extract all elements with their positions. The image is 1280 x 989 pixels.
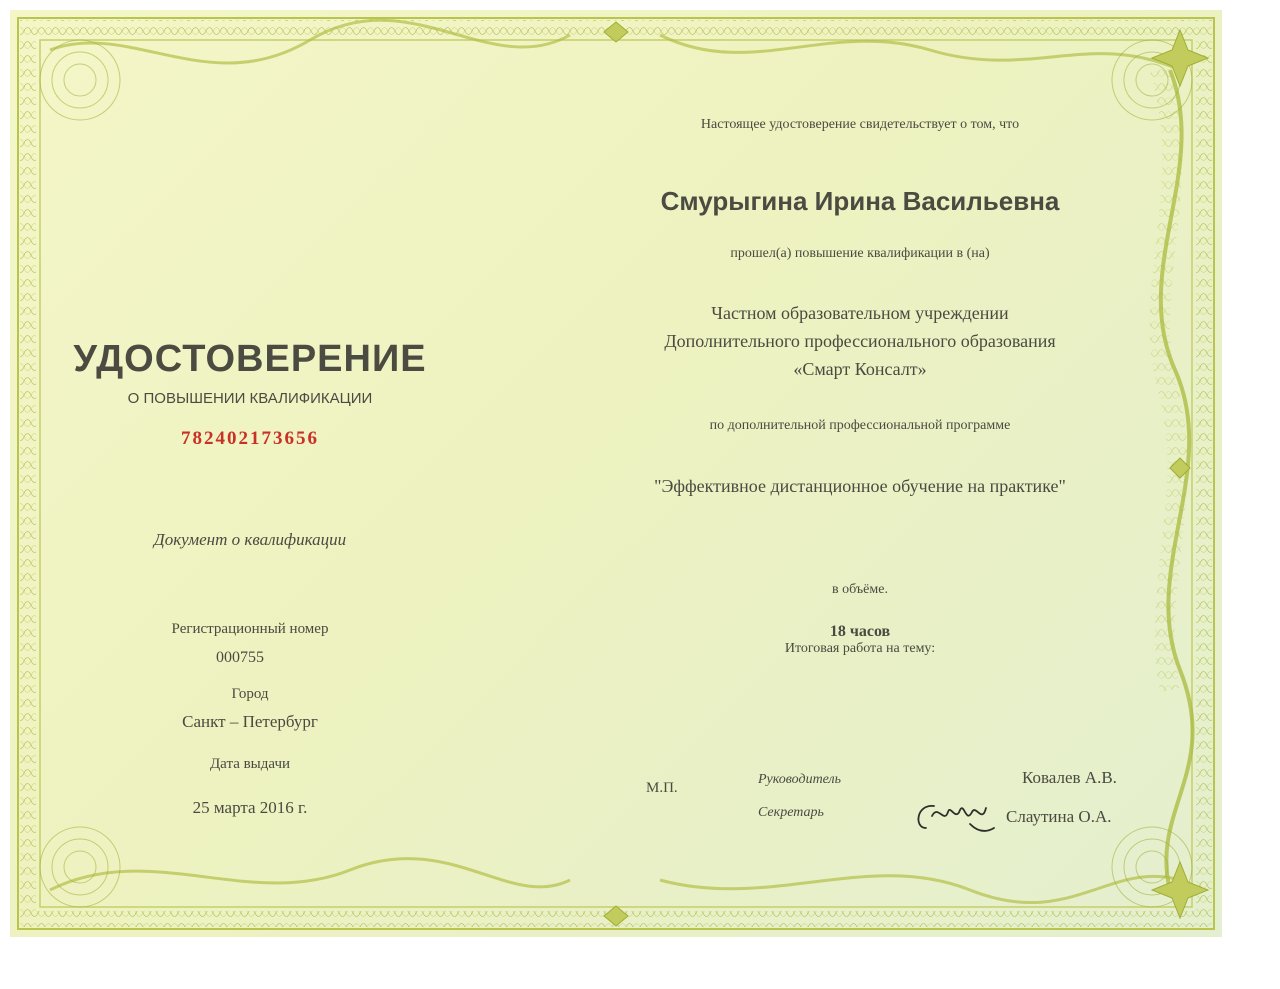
head-name: Ковалев А.В. <box>1022 768 1117 787</box>
passed-text: прошел(а) повышение квалификации в (на) <box>730 246 990 261</box>
certificate-title: УДОСТОВЕРЕНИЕ <box>73 338 427 380</box>
final-work-label: Итоговая работа на тему: <box>784 641 936 656</box>
organization-line-2: Дополнительного профессионального образования <box>664 331 1056 351</box>
issue-date-label: Дата выдачи <box>209 756 291 772</box>
organization-line-3: «Смарт Консалт» <box>793 359 927 379</box>
secretary-signature <box>912 794 1002 844</box>
reg-number-value: 000755 <box>216 649 264 666</box>
stamp-place-label: М.П. <box>646 780 678 796</box>
city-label: Город <box>231 686 269 702</box>
reg-number-label: Регистрационный номер <box>171 621 329 637</box>
certificate-number: 782402173656 <box>181 428 319 449</box>
certificate-sheet <box>10 10 1222 937</box>
certificate-subtitle: О ПОВЫШЕНИИ КВАЛИФИКАЦИИ <box>127 390 373 407</box>
program-title: "Эффективное дистанционное обучение на практике" <box>654 476 1066 496</box>
secretary-name: Слаутина О.А. <box>1006 807 1112 826</box>
issue-date-value: 25 марта 2016 г. <box>192 798 308 817</box>
volume-label: в объёме. <box>832 582 888 597</box>
organization-line-1: Частном образовательном учреждении <box>711 303 1009 323</box>
recipient-name: Смурыгина Ирина Васильевна <box>660 186 1060 216</box>
program-label: по дополнительной профессиональной программе <box>709 418 1011 433</box>
document-type: Документ о квалификации <box>153 530 347 549</box>
intro-text: Настоящее удостоверение свидетельствует о том, что <box>700 117 1020 132</box>
head-label: Руководитель <box>758 772 842 787</box>
city-value: Санкт – Петербург <box>182 712 318 731</box>
hours-value: 18 часов <box>829 623 891 640</box>
secretary-label: Секретарь <box>758 805 824 820</box>
